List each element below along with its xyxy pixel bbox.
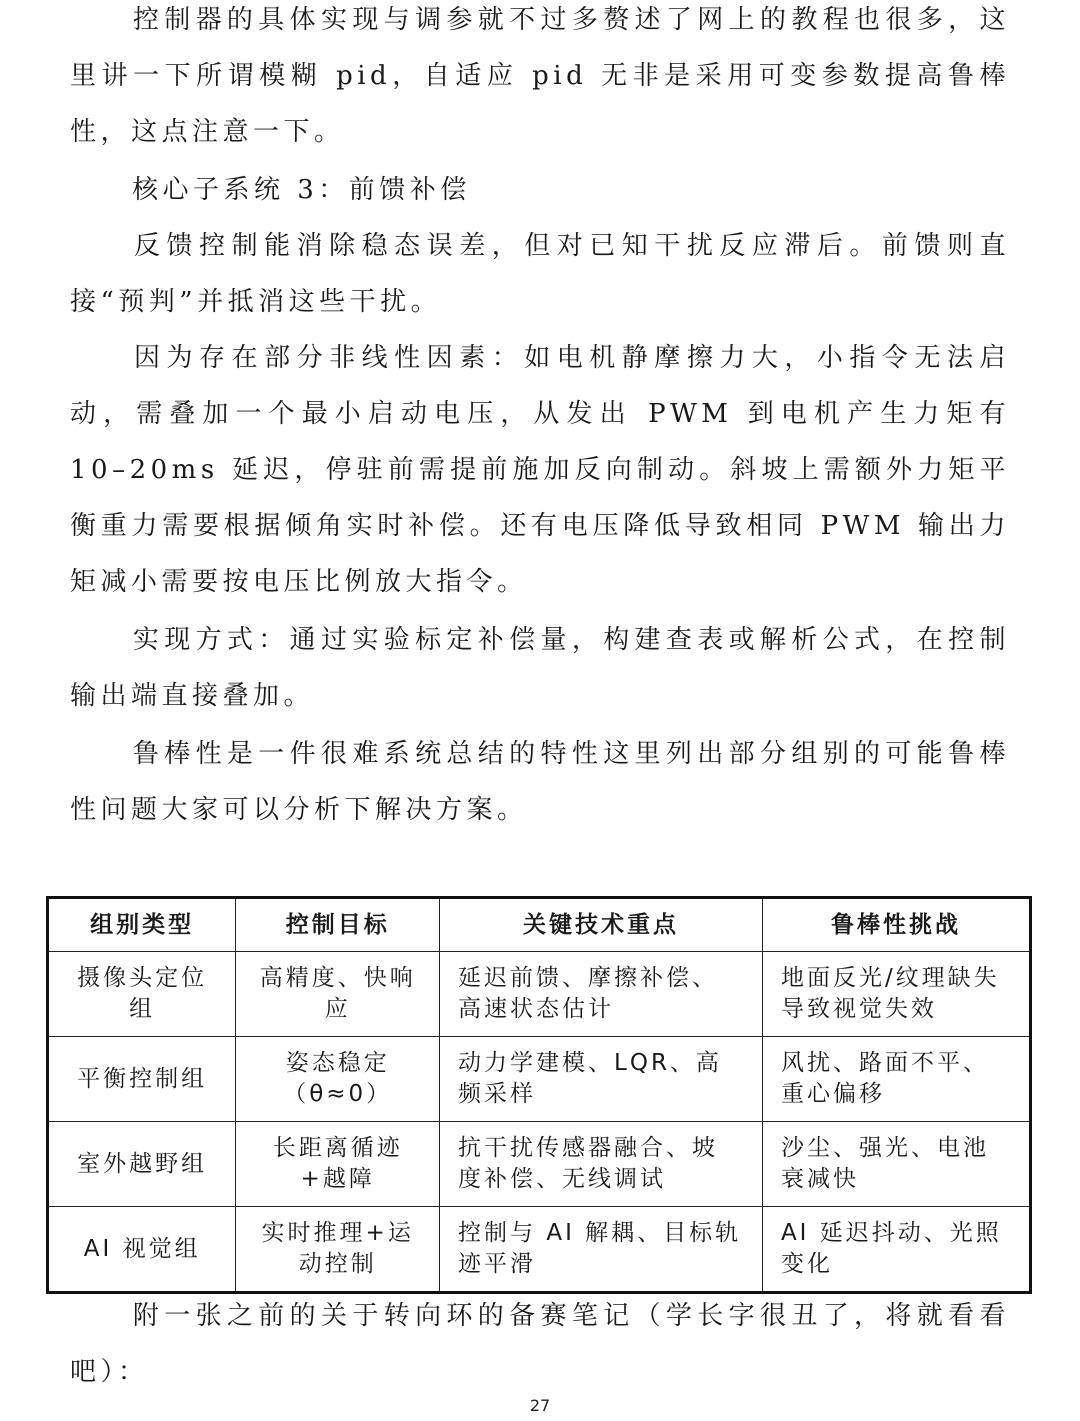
cell-robustness-challenge: 沙尘、强光、电池衰减快 [762, 1122, 1030, 1207]
paragraph-controller-tuning [70, 0, 1010, 160]
cell-control-goal: 高精度、快响应 [236, 952, 440, 1037]
table-row [48, 1207, 1031, 1293]
cell-key-tech: 动力学建模、LQR、高频采样 [440, 1037, 763, 1122]
table-row [48, 1037, 1031, 1122]
paragraph-text: 控制器的具体实现与调参就不过多赘述了网上的教程也很多，这里讲一下所谓模糊 pid，自适应 pid 无非是采用可变参数提高鲁棒性，这点注意一下。 [70, 5, 1010, 147]
cell-control-goal: 实时推理+运动控制 [236, 1207, 440, 1293]
header-robustness-challenge: 鲁棒性挑战 [762, 898, 1030, 952]
cell-group-type: 室外越野组 [48, 1122, 236, 1207]
cell-group-type: 平衡控制组 [48, 1037, 236, 1122]
paragraph-feedback-vs-feedforward [70, 218, 1010, 330]
page-number: 27 [529, 1396, 551, 1415]
paragraph-text: 因为存在部分非线性因素：如电机静摩擦力大，小指令无法启动，需叠加一个最小启动电压，从发出 PWM 到电机产生力矩有 10–20ms 延迟，停驻前需提前施加反向制动。斜坡上需额外力矩平衡重力需要根据倾角实时补偿。还有电压降低导致相同 PWM 输出力矩减小需要按电压比例放大指令。 [70, 343, 1010, 597]
cell-key-tech: 抗干扰传感器融合、坡度补偿、无线调试 [440, 1122, 763, 1207]
cell-key-tech: 控制与 AI 解耦、目标轨迹平滑 [440, 1207, 763, 1293]
cell-key-tech: 延迟前馈、摩擦补偿、高速状态估计 [440, 952, 763, 1037]
section-heading-text: 核心子系统 3：前馈补偿 [132, 175, 471, 205]
paragraph-text: 反馈控制能消除稳态误差，但对已知干扰反应滞后。前馈则直接“预判”并抵消这些干扰。 [70, 231, 1010, 317]
cell-robustness-challenge: 地面反光/纹理缺失导致视觉失效 [762, 952, 1030, 1037]
header-group-type: 组别类型 [48, 898, 236, 952]
cell-group-type: AI 视觉组 [48, 1207, 236, 1293]
header-key-tech: 关键技术重点 [440, 898, 763, 952]
cell-robustness-challenge: 风扰、路面不平、重心偏移 [762, 1037, 1030, 1122]
paragraph-robustness-intro [70, 726, 1010, 838]
cell-group-type: 摄像头定位组 [48, 952, 236, 1037]
cell-robustness-challenge: AI 延迟抖动、光照变化 [762, 1207, 1030, 1293]
paragraph-text: 实现方式：通过实验标定补偿量，构建查表或解析公式，在控制输出端直接叠加。 [70, 625, 1010, 711]
table-header-row [48, 898, 1031, 952]
paragraph-nonlinear-factors [70, 330, 1010, 610]
paragraph-steering-notes [70, 1288, 1010, 1400]
cell-control-goal: 长距离循迹+越障 [236, 1122, 440, 1207]
cell-control-goal: 姿态稳定（θ≈0） [236, 1037, 440, 1122]
table-row [48, 1122, 1031, 1207]
section-heading-feedforward [70, 162, 1010, 218]
paragraph-text: 鲁棒性是一件很难系统总结的特性这里列出部分组别的可能鲁棒性问题大家可以分析下解决方案。 [70, 739, 1010, 825]
paragraph-implementation [70, 612, 1010, 724]
paragraph-text: 附一张之前的关于转向环的备赛笔记（学长字很丑了，将就看看吧）： [70, 1301, 1010, 1387]
table-row [48, 952, 1031, 1037]
header-control-goal: 控制目标 [236, 898, 440, 952]
robustness-table [46, 896, 1032, 1294]
